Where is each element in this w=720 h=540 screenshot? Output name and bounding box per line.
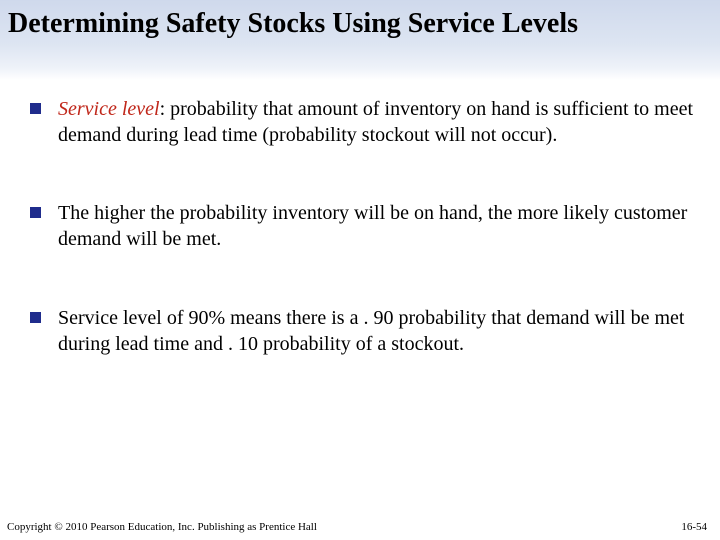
square-bullet-icon xyxy=(30,207,41,218)
slide-title: Determining Safety Stocks Using Service Levels xyxy=(8,8,579,39)
bullet-text: The higher the probability inventory will be on hand, the more likely customer demand will be met. xyxy=(58,202,688,250)
bullet-list xyxy=(28,96,708,357)
bullet-item-higher-probability xyxy=(28,200,708,252)
bullet-text: : probability that amount of inventory on hand is sufficient to meet demand during lead time (probability stockout will not occur). xyxy=(58,98,694,146)
bullet-term: Service level xyxy=(58,98,160,120)
bullet-text: Service level of 90% means there is a . 90 probability that demand will be met during lead time and . 10 probability of a stockout. xyxy=(58,307,685,355)
bullet-item-service-level xyxy=(28,96,708,148)
title-band xyxy=(0,0,720,80)
page-number: 16-54 xyxy=(681,521,707,533)
bullet-item-ninety-percent xyxy=(28,305,708,357)
square-bullet-icon xyxy=(30,312,41,323)
footer-copyright: Copyright © 2010 Pearson Education, Inc. Publishing as Prentice Hall xyxy=(7,521,317,533)
square-bullet-icon xyxy=(30,103,41,114)
